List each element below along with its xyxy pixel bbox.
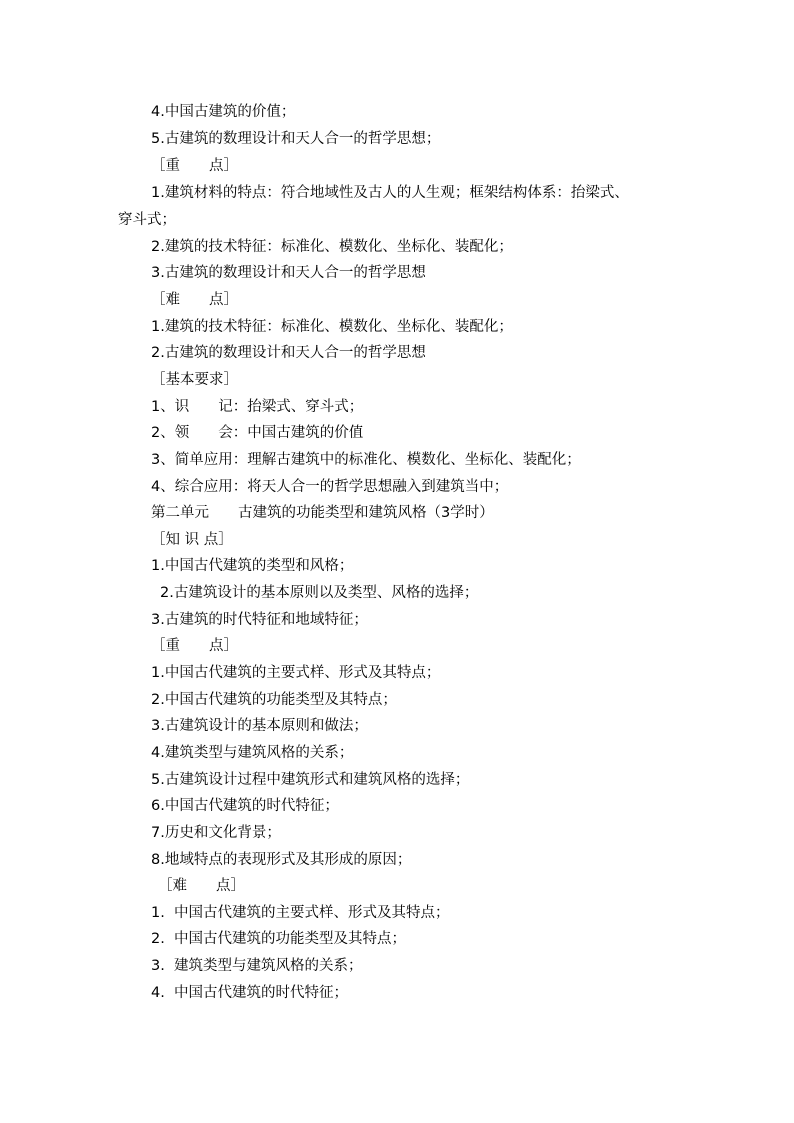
text-line: 8.地域特点的表现形式及其形成的原因； — [151, 852, 412, 868]
text-line: 1.中国古代建筑的类型和风格； — [151, 558, 354, 574]
text-line: 2.建筑的技术特征：标准化、模数化、坐标化、装配化； — [151, 239, 513, 255]
text-line: 穿斗式； — [118, 212, 176, 228]
text-line: 1、识 记：抬梁式、穿斗式； — [151, 399, 364, 415]
text-line: 2.中国古代建筑的功能类型及其特点； — [151, 692, 397, 708]
text-line: 2、领 会：中国古建筑的价值 — [151, 425, 364, 441]
text-line: 5.古建筑的数理设计和天人合一的哲学思想； — [151, 131, 441, 147]
section-heading: ［基本要求］ — [151, 372, 238, 388]
section-heading: ［重 点］ — [151, 638, 238, 654]
text-line: 1.建筑的技术特征：标准化、模数化、坐标化、装配化； — [151, 319, 513, 335]
section-heading: ［知 识 点］ — [151, 532, 233, 548]
section-heading: ［难 点］ — [158, 878, 245, 894]
text-line: 6.中国古代建筑的时代特征； — [151, 798, 339, 814]
text-line: 7.历史和文化背景； — [151, 825, 281, 841]
text-line: 3.古建筑的时代特征和地域特征； — [151, 612, 368, 628]
text-line: 4.建筑类型与建筑风格的关系； — [151, 745, 354, 761]
text-line: 4. 中国古代建筑的时代特征； — [151, 985, 349, 1001]
text-line: 1.建筑材料的特点：符合地域性及古人的人生观；框架结构体系：抬梁式、 — [151, 185, 629, 201]
section-heading: ［重 点］ — [151, 158, 238, 174]
text-line: 3.古建筑的数理设计和天人合一的哲学思想 — [151, 265, 426, 281]
text-line: 3、简单应用：理解古建筑中的标准化、模数化、坐标化、装配化； — [151, 452, 581, 468]
text-line: 3. 建筑类型与建筑风格的关系； — [151, 958, 363, 974]
text-line: 2.古建筑设计的基本原则以及类型、风格的选择； — [160, 585, 479, 601]
section-heading: ［难 点］ — [151, 292, 238, 308]
text-line: 4、综合应用：将天人合一的哲学思想融入到建筑当中； — [151, 479, 509, 495]
text-line: 2. 中国古代建筑的功能类型及其特点； — [151, 931, 407, 947]
text-line: 3.古建筑设计的基本原则和做法； — [151, 718, 368, 734]
text-line: 5.古建筑设计过程中建筑形式和建筑风格的选择； — [151, 772, 470, 788]
text-line: 1.中国古代建筑的主要式样、形式及其特点； — [151, 665, 441, 681]
text-line: 4.中国古建筑的价值； — [151, 104, 296, 120]
unit-heading: 第二单元 古建筑的功能类型和建筑风格（3学时） — [151, 505, 494, 521]
text-line: 2.古建筑的数理设计和天人合一的哲学思想 — [151, 345, 426, 361]
text-line: 1. 中国古代建筑的主要式样、形式及其特点； — [151, 905, 450, 921]
